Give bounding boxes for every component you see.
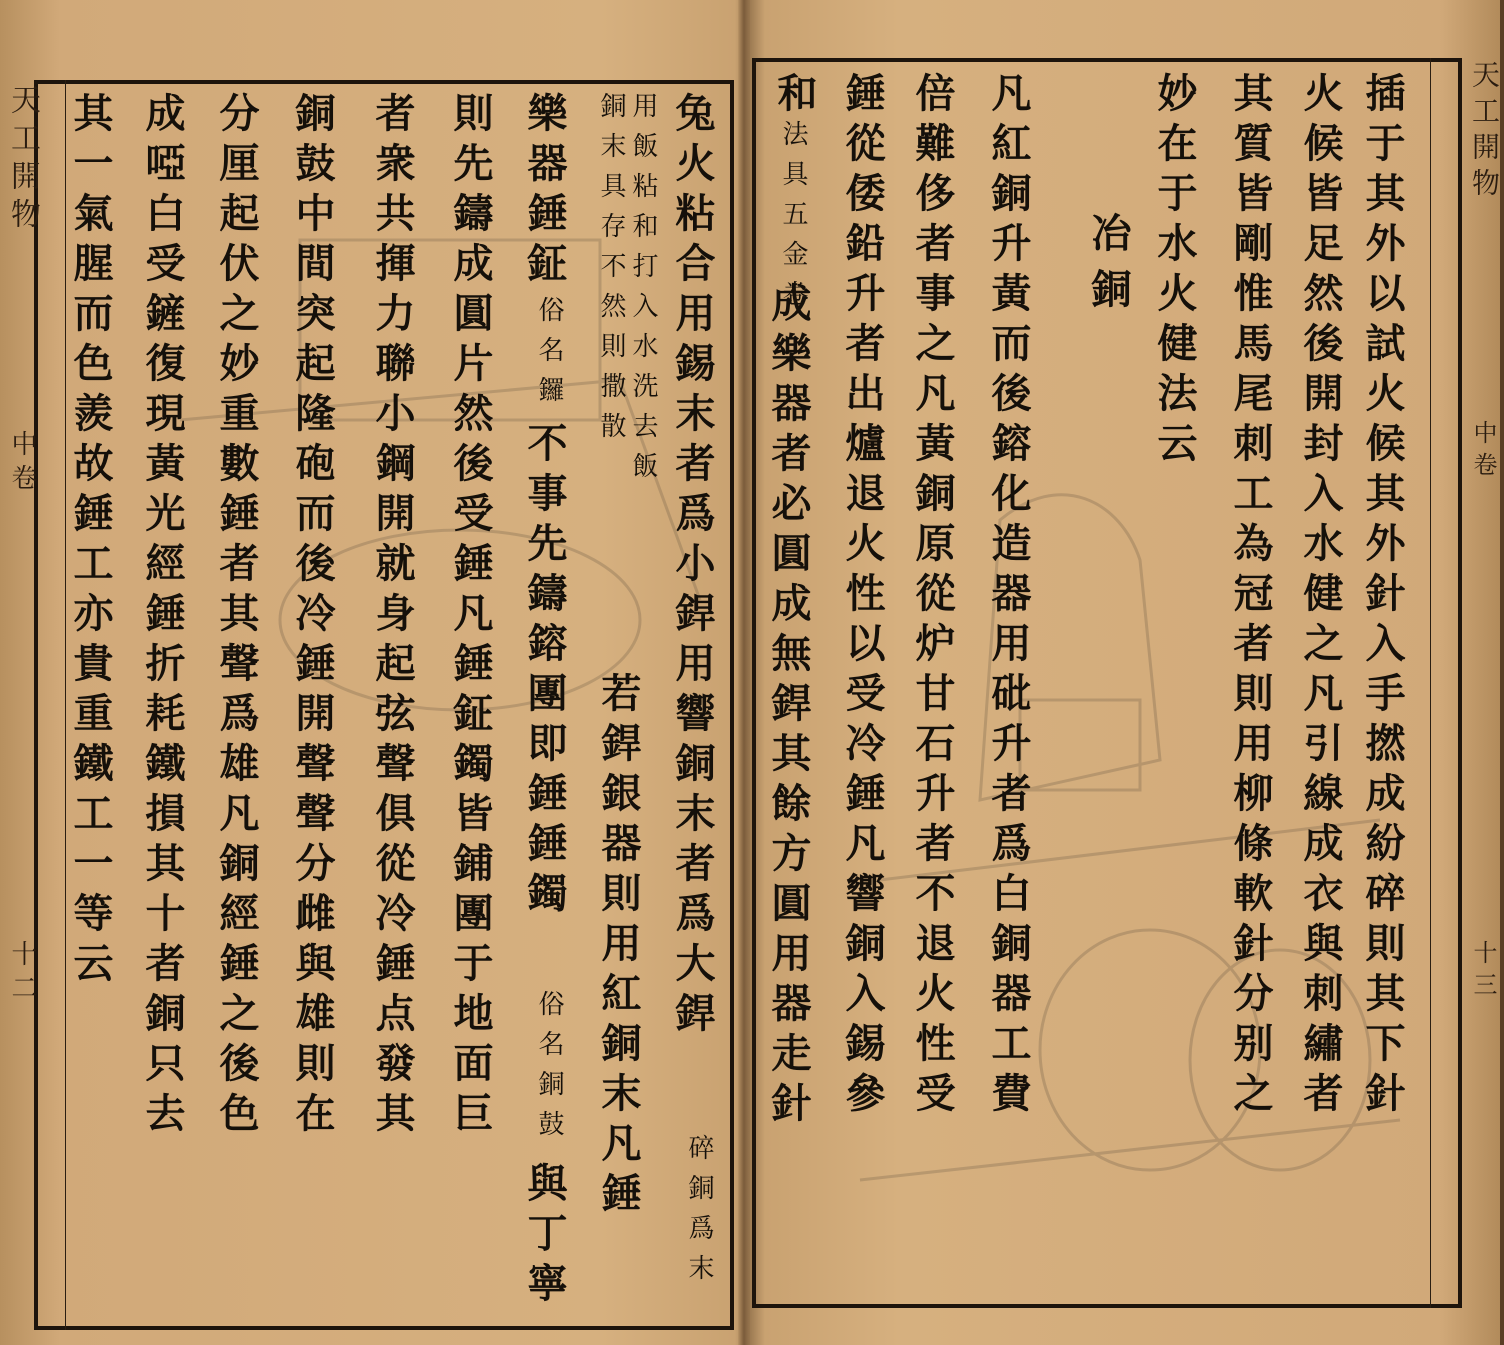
text-column: 法具五金卷	[778, 120, 808, 320]
left-page	[0, 0, 740, 1345]
text-column: 火候皆足然後開封入水健之凡引線成衣與刺繡者	[1297, 72, 1344, 1122]
right-page-text-block	[752, 72, 1430, 1302]
text-column: 與丁寧	[521, 1162, 568, 1312]
text-column: 俗名鑼	[534, 296, 564, 416]
text-column: 其一氣腥而色羨故錘工亦貴重鐵工一等云	[67, 92, 114, 992]
text-column: 則先鑄成圓片然後受錘凡錘鉦鐲皆鋪團于地面巨	[447, 92, 494, 1142]
left-margin-book-title: 天工開物	[5, 84, 40, 236]
text-column: 樂器錘鉦	[521, 92, 568, 292]
text-column: 俗名銅鼓	[534, 990, 564, 1150]
right-margin-volume: 中卷	[1469, 420, 1497, 484]
left-margin-volume: 中卷	[7, 430, 37, 498]
text-column: 用飯粘和打入水洗去飯	[628, 92, 658, 492]
right-page-gutter-column	[1430, 58, 1462, 1308]
text-column: 成啞白受鏟復現黃光經錘折耗鐵損其十者銅只去	[139, 92, 186, 1142]
left-margin-page-number: 十二	[7, 940, 37, 1008]
text-column: 凡紅銅升黃而後鎔化造器用砒升者爲白銅器工費	[985, 72, 1032, 1122]
text-column: 和	[771, 72, 818, 122]
text-column: 分厘起伏之妙重數錘者其聲爲雄凡銅經錘之後色	[213, 92, 260, 1142]
right-margin-book-title: 天工開物	[1468, 60, 1501, 204]
text-column: 插于其外以試火候其外針入手撚成紛碎則其下針	[1359, 72, 1406, 1122]
text-column: 兔火粘合用錫末者爲小銲用響銅末者爲大銲	[669, 92, 716, 1042]
text-column: 銅末具存不然則撒散	[596, 92, 626, 452]
left-page-text-block	[66, 92, 734, 1322]
text-column: 不事先鑄鎔團即錘錘鐲	[521, 422, 568, 922]
text-column: 銅鼓中間突起隆砲而後冷錘開聲聲分雌與雄則在	[289, 92, 336, 1142]
text-column: 錘從倭鉛升者出爐退火性以受冷錘凡響銅入錫參	[839, 72, 886, 1122]
text-column: 若銲銀器則用紅銅末凡錘	[595, 672, 642, 1222]
right-margin-page-number: 十三	[1469, 940, 1497, 1004]
left-page-gutter-column	[34, 80, 66, 1330]
text-column: 碎銅爲末	[684, 1134, 714, 1294]
text-column: 妙在于水火健法云	[1151, 72, 1198, 472]
text-column: 者衆共揮力聯小鋼開就身起弦聲俱從冷錘点發其	[369, 92, 416, 1142]
text-column: 冶銅	[1085, 212, 1132, 324]
text-column: 成樂器者必圓成無銲其餘方圓用器走針	[765, 282, 812, 1132]
text-column: 其質皆剛惟馬尾刺工為冠者則用柳條軟針分别之	[1227, 72, 1274, 1122]
right-page	[748, 0, 1500, 1345]
text-column: 倍難侈者事之凡黃銅原從炉甘石升者不退火性受	[909, 72, 956, 1122]
